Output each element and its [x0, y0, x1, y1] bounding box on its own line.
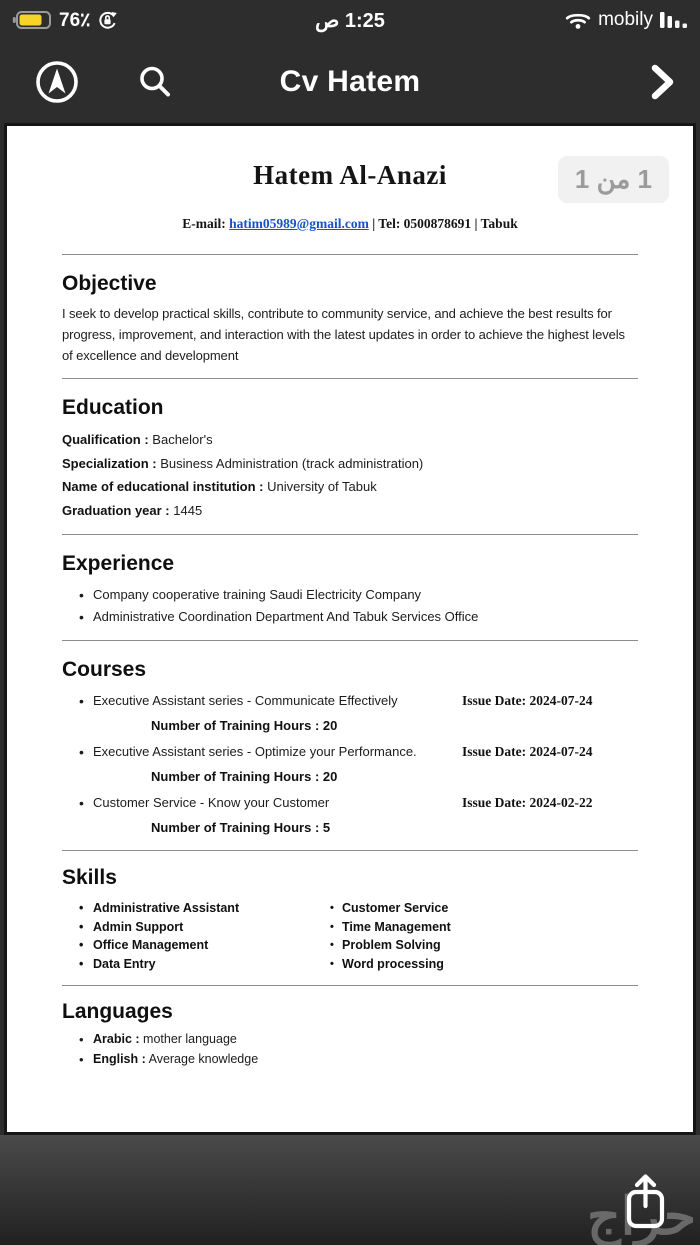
language-item: • Arabic : mother language [62, 1030, 638, 1050]
education-row: Graduation year : 1445 [62, 502, 203, 518]
chevron-right-icon[interactable] [640, 59, 684, 105]
course-name: • Customer Service - Know your Customer [62, 795, 462, 811]
course-name: • Executive Assistant series - Communicate Effectively [62, 693, 462, 709]
course-hours: Number of Training Hours : 20 [151, 769, 338, 784]
wifi-icon [565, 11, 591, 30]
orientation-lock-icon [97, 10, 118, 31]
search-icon[interactable] [136, 63, 174, 101]
skill-item: • Data Entry [62, 955, 330, 974]
education-row: Qualification : Bachelor's [62, 432, 213, 447]
objective-text: I seek to develop practical skills, contribute to community service, and achieve the best results for progress, improvement, and interaction with the latest updates in order to achieve the highest levels of excellence and development [62, 306, 625, 363]
haraj-watermark: حراج [587, 1188, 696, 1245]
course-name: • Executive Assistant series - Optimize your Performance. [62, 744, 462, 760]
cellular-signal-icon [660, 11, 688, 29]
skill-item: • Problem Solving [330, 936, 638, 955]
divider [62, 534, 638, 535]
divider [62, 640, 638, 641]
skill-item: • Word processing [330, 955, 638, 974]
section-heading-objective: Objective [62, 272, 157, 295]
section-heading-education: Education [62, 396, 164, 419]
battery-icon [12, 10, 52, 30]
experience-item: • Administrative Coordination Department And Tabuk Services Office [62, 606, 638, 628]
email-link[interactable]: hatim05989@gmail.com [229, 216, 369, 231]
document-page[interactable] [4, 123, 696, 1135]
course-hours: Number of Training Hours : 5 [151, 820, 331, 835]
skill-item: • Customer Service [330, 899, 638, 918]
course-row [62, 693, 638, 709]
skill-item: • Administrative Assistant [62, 899, 330, 918]
skill-item: • Time Management [330, 918, 638, 937]
contact-rest: | Tel: 0500878691 | Tabuk [372, 216, 518, 231]
education-rows [62, 428, 638, 522]
carrier-label: mobily [598, 9, 653, 30]
education-row: Name of educational institution : University of Tabuk [62, 479, 377, 494]
divider [62, 254, 638, 255]
section-heading-skills: Skills [62, 866, 117, 889]
languages-list [62, 1030, 638, 1069]
experience-list [62, 584, 638, 628]
app-logo-icon[interactable] [34, 59, 80, 105]
section-heading-languages: Languages [62, 1000, 173, 1023]
course-row [62, 744, 638, 760]
course-issue-date: Issue Date: 2024-02-22 [462, 795, 593, 810]
course-issue-date: Issue Date: 2024-07-24 [462, 693, 593, 708]
battery-percent: 76٪ [59, 9, 91, 31]
section-heading-experience: Experience [62, 552, 175, 575]
candidate-name: Hatem Al-Anazi [253, 160, 447, 190]
section-heading-courses: Courses [62, 658, 147, 681]
share-button[interactable] [616, 1170, 674, 1237]
nav-bar [0, 40, 700, 123]
education-row: Specialization : Business Administration (track administration) [62, 455, 424, 471]
language-item: • English : Average knowledge [62, 1050, 638, 1070]
share-icon [616, 1170, 674, 1232]
divider [62, 850, 638, 851]
course-row [62, 795, 638, 811]
status-right-cluster [565, 9, 688, 31]
skill-item: • Office Management [62, 936, 330, 955]
status-left-cluster [12, 9, 118, 32]
divider [62, 985, 638, 986]
divider [62, 378, 638, 379]
page-count-badge: 1 من 1 [558, 156, 669, 203]
page-title: Cv Hatem [279, 64, 421, 98]
email-label: E-mail: [182, 216, 226, 231]
skills-grid [62, 899, 638, 973]
course-hours: Number of Training Hours : 20 [151, 718, 338, 733]
skill-item: • Admin Support [62, 918, 330, 937]
experience-item: • Company cooperative training Saudi Electricity Company [62, 584, 638, 606]
contact-line [62, 216, 638, 232]
course-issue-date: Issue Date: 2024-07-24 [462, 744, 593, 759]
clock-time: 1:25 ص [315, 9, 385, 32]
status-bar [0, 0, 700, 40]
bottom-toolbar [0, 1135, 700, 1245]
